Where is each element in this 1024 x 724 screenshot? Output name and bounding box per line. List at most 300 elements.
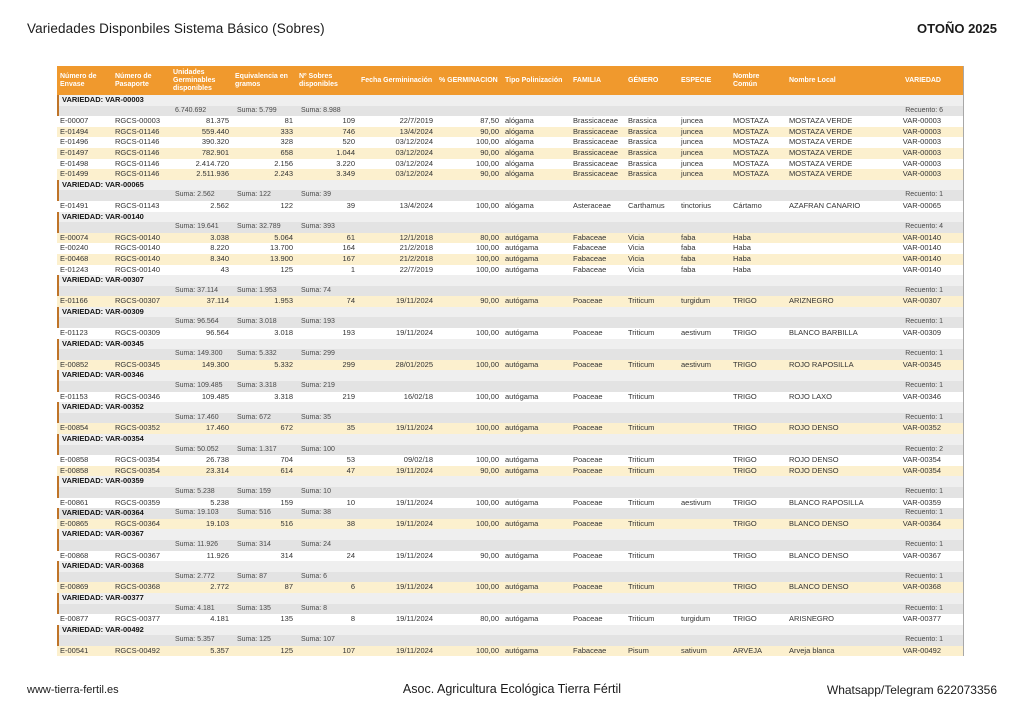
data-row [57,137,963,148]
cell: VAR-00492 [902,645,941,655]
cell [732,487,788,498]
cell [627,286,680,297]
cell: 12/1/2018 [399,232,433,242]
cell: RGCS-00359 [115,497,161,507]
cell: Suma: 109.485 [175,382,223,390]
group-label: VARIEDAD: VAR-00309 [62,306,144,316]
cell: E-00854 [60,423,89,433]
group-label: VARIEDAD: VAR-00377 [62,592,144,602]
cell: 22/7/2019 [399,264,433,274]
cell: Recuento: 1 [905,509,943,517]
cell: 87 [284,582,293,592]
cell [678,582,730,593]
cell [360,286,438,297]
cell [732,604,788,615]
cell [572,190,627,201]
cell: RGCS-00377 [115,614,161,624]
cell: E-01497 [60,147,89,157]
cell: Suma: 1.317 [237,445,277,453]
cell: MOSTAZA [733,116,769,126]
data-row [57,455,963,466]
data-row [57,148,963,159]
cell [732,508,788,519]
cell [788,540,882,551]
cell [59,540,114,551]
group-label: VARIEDAD: VAR-00003 [62,95,144,104]
report-footer [0,682,1024,702]
cell: RGCS-00003 [115,116,161,126]
cell [732,349,788,360]
group-label-row [57,625,963,636]
cell: VAR-00359 [902,497,941,507]
cell [360,190,438,201]
cell: autógama [505,614,539,624]
cell: 53 [346,455,355,465]
group-label: VARIEDAD: VAR-00492 [62,624,144,634]
cell: Triticum [628,465,655,475]
group-label-row [57,402,963,413]
cell [504,222,572,233]
cell: autógama [505,264,539,274]
data-row [57,498,963,509]
column-header: Equivalencia en gramos [235,72,288,88]
cell: 1.953 [274,296,293,306]
cell: 5.357 [210,645,229,655]
cell [678,392,730,403]
cell: RGCS-01143 [115,200,160,210]
cell: autógama [505,455,539,465]
cell: Suma: 32.789 [237,223,281,231]
cell [59,349,114,360]
cell: 19/11/2024 [396,423,433,433]
data-row [57,296,963,307]
cell: VAR-00140 [902,232,941,242]
cell [680,445,732,456]
cell: autógama [505,232,539,242]
cell: Poaceae [573,359,603,369]
cell: MOSTAZA VERDE [789,147,853,157]
cell: juncea [681,158,704,168]
cell: alógama [505,200,534,210]
cell [627,413,680,424]
cell [627,349,680,360]
data-row [57,127,963,138]
cell: 125 [280,645,293,655]
cell: Suma: 39 [301,191,331,199]
cell [627,572,680,583]
cell: ARIZNEGRO [789,296,834,306]
cell: Poaceae [573,582,603,592]
cell: 03/12/2024 [395,158,433,168]
cell [360,413,438,424]
cell [438,604,504,615]
column-header: % GERMINACION [439,76,498,84]
cell [786,254,880,265]
cell: 19/11/2024 [396,497,433,507]
cell [438,286,504,297]
cell: 100,00 [476,328,499,338]
cell: RGCS-00368 [115,582,161,592]
cell: RGCS-01146 [115,137,160,147]
cell: 135 [280,614,293,624]
cell: E-01123 [60,328,88,338]
cell: juncea [681,116,704,126]
group-label-row [57,476,963,487]
cell: Triticum [628,518,655,528]
cell: VAR-00003 [902,137,941,147]
cell: VAR-00309 [902,328,941,338]
cell: VAR-00065 [902,200,941,210]
cell [680,317,732,328]
cell: 782.901 [201,147,229,157]
cell [678,551,730,562]
cell: MOSTAZA VERDE [789,158,853,168]
cell: RGCS-01146 [115,158,160,168]
cell: 19/11/2024 [396,582,433,592]
cell: 122 [280,200,293,210]
cell: BLANCO RAPOSILLA [789,497,864,507]
data-row [57,243,963,254]
cell: 1.044 [336,147,355,157]
cell: 167 [342,253,355,263]
cell: 24 [346,550,355,560]
cell [732,445,788,456]
data-row [57,116,963,127]
cell [438,317,504,328]
cell [114,487,172,498]
group-label: VARIEDAD: VAR-00346 [62,370,144,380]
cell: E-01499 [60,169,89,179]
cell: 19/11/2024 [396,614,433,624]
cell: RGCS-00354 [115,465,161,475]
cell [438,572,504,583]
cell: alógama [505,116,534,126]
group-summary-row [57,635,963,646]
cell [572,508,627,519]
cell: Triticum [628,497,655,507]
cell: 90,00 [480,169,499,179]
cell: Recuento: 1 [905,191,943,199]
cell [627,190,680,201]
cell: Suma: 17.460 [175,413,219,421]
cell: 74 [346,296,355,306]
cell [680,540,732,551]
cell: Vicia [628,264,645,274]
cell: 159 [280,497,293,507]
cell: Recuento: 1 [905,636,943,644]
column-header: Nombre Común [733,72,760,88]
cell [59,445,114,456]
cell: Suma: 2.562 [175,191,215,199]
cell [788,604,882,615]
cell [59,286,114,297]
cell: autógama [505,518,539,528]
cell: Recuento: 1 [905,382,943,390]
cell: Suma: 10 [301,487,331,495]
cell [114,540,172,551]
group-summary-row [57,604,963,615]
cell [360,487,438,498]
cell: E-00074 [60,232,89,242]
cell [788,413,882,424]
cell [360,445,438,456]
cell: alógama [505,169,534,179]
cell [114,317,172,328]
cell: ARVEJA [733,645,763,655]
cell: E-01494 [60,126,89,136]
cell: 39 [346,200,355,210]
data-row [57,265,963,276]
cell: MOSTAZA VERDE [789,137,853,147]
cell: RGCS-00140 [115,264,161,274]
cell [438,487,504,498]
cell: ROJO RAPOSILLA [789,359,854,369]
cell [732,635,788,646]
column-header: Tipo Polinización [505,76,563,84]
cell: 2.243 [274,169,293,179]
cell: 03/12/2024 [395,169,433,179]
cell [572,604,627,615]
cell: Vicia [628,253,645,263]
cell: BLANCO DENSO [789,582,849,592]
cell: autógama [505,359,539,369]
cell: Triticum [628,423,655,433]
cell [360,604,438,615]
cell [572,540,627,551]
cell: 299 [342,359,355,369]
cell: E-00868 [60,550,89,560]
cell: 5.332 [274,359,293,369]
group-label: VARIEDAD: VAR-00359 [62,476,144,486]
cell: Recuento: 1 [905,286,943,294]
cell: 37.114 [206,296,229,306]
data-row [57,519,963,530]
column-header: VARIEDAD [904,76,941,84]
cell: RGCS-01146 [115,126,160,136]
group-label-row [57,339,963,350]
cell: Carthamus [628,200,665,210]
cell [59,487,114,498]
cell: Brassica [628,169,657,179]
column-header: ESPECIE [681,76,712,84]
cell: VAR-00307 [902,296,941,306]
cell: 125 [280,264,293,274]
cell: 219 [342,391,355,401]
cell: Fabaceae [573,232,607,242]
cell [627,445,680,456]
group-label: VARIEDAD: VAR-00354 [62,434,144,443]
cell: AZAFRAN CANARIO [789,200,861,210]
cell: 13.900 [270,253,293,263]
cell: 3.220 [336,158,355,168]
cell: 19/11/2024 [396,645,433,655]
cell [680,106,732,117]
column-header: Número de Envase [60,72,97,88]
cell: TRIGO [733,582,757,592]
cell: Suma: 5.332 [237,350,277,358]
cell: juncea [681,169,704,179]
cell: Suma: 107 [301,636,335,644]
cell: ARISNEGRO [789,614,835,624]
cell [732,286,788,297]
cell: VAR-00377 [902,614,941,624]
group-label: VARIEDAD: VAR-00345 [62,338,144,348]
cell [732,381,788,392]
cell [788,317,882,328]
cell: 90,00 [480,147,499,157]
cell: 16/02/18 [403,391,433,401]
cell: TRIGO [733,614,757,624]
group-label-row [57,180,963,191]
cell: 19/11/2024 [396,550,433,560]
cell [504,445,572,456]
cell [627,106,680,117]
column-header: GÉNERO [628,76,659,84]
cell: Suma: 159 [237,487,271,495]
cell: 13/4/2024 [399,200,433,210]
cell: RGCS-00140 [115,232,161,242]
cell [572,317,627,328]
cell: E-00468 [60,253,89,263]
season-label: OTOÑO 2025 [917,21,997,36]
cell: RGCS-00367 [115,550,161,560]
cell [504,604,572,615]
cell: Suma: 50.052 [175,445,219,453]
cell [438,381,504,392]
cell: 17.460 [206,423,229,433]
cell: VAR-00354 [902,455,941,465]
cell: 3.318 [274,391,293,401]
group-label: VARIEDAD: VAR-00352 [62,402,144,412]
cell: RGCS-00352 [115,423,161,433]
cell: Brassicaceae [573,169,619,179]
cell [504,487,572,498]
cell: E-00858 [60,455,89,465]
cell: faba [681,243,696,253]
cell: TRIGO [733,296,757,306]
cell: Fabaceae [573,243,607,253]
cell: 2.772 [210,582,229,592]
cell [786,265,880,276]
cell [438,222,504,233]
cell [504,349,572,360]
cell [678,455,730,466]
group-label-row [57,593,963,604]
cell: E-01243 [60,264,89,274]
cell: ROJO DENSO [789,465,839,475]
cell [788,508,882,519]
cell: RGCS-00309 [115,328,161,338]
data-row [57,360,963,371]
cell: aestivum [681,359,712,369]
cell: RGCS-00345 [115,359,161,369]
cell: RGCS-00492 [115,645,161,655]
cell: MOSTAZA [733,169,769,179]
cell: BLANCO DENSO [789,550,849,560]
footer-contact: Whatsapp/Telegram 622073356 [826,683,997,697]
cell [114,635,172,646]
cell [572,381,627,392]
group-label-row [57,275,963,286]
cell: Suma: 5.357 [175,636,215,644]
cell [59,572,114,583]
group-label-row [57,212,963,223]
varieties-table [57,66,964,656]
cell [438,508,504,519]
cell: 90,00 [480,126,499,136]
cell: Triticum [628,391,655,401]
cell: ROJO DENSO [789,455,839,465]
cell: RGCS-00364 [115,518,161,528]
cell: Brassicaceae [573,137,619,147]
cell: VAR-00003 [902,126,941,136]
cell: sativum [681,645,707,655]
cell [627,222,680,233]
cell: 19/11/2024 [396,518,433,528]
cell: Suma: 3.318 [237,382,277,390]
cell [572,413,627,424]
cell: 26.738 [206,455,229,465]
cell: 03/12/2024 [395,147,433,157]
cell: Brassicaceae [573,116,619,126]
cell: VAR-00352 [902,423,941,433]
cell: 90,00 [480,550,499,560]
cell: Poaceae [573,328,603,338]
cell: 109.485 [201,391,229,401]
cell [572,487,627,498]
cell: 672 [280,423,293,433]
cell: Suma: 19.103 [175,509,219,517]
cell: Suma: 38 [301,509,331,517]
cell [680,286,732,297]
cell: ROJO DENSO [789,423,839,433]
column-header: Número de Pasaporte [115,72,152,88]
cell: Poaceae [573,518,603,528]
cell [114,106,172,117]
cell: Suma: 672 [237,413,271,421]
cell: VAR-00003 [902,158,941,168]
cell: 81.375 [206,116,229,126]
cell [572,222,627,233]
cell [678,423,730,434]
cell [788,190,882,201]
cell: 1 [350,264,355,274]
cell [572,286,627,297]
group-label: VARIEDAD: VAR-00140 [62,211,144,221]
cell [627,381,680,392]
cell: Suma: 96.564 [175,318,219,326]
cell: Poaceae [573,497,603,507]
cell [114,572,172,583]
cell: autógama [505,296,539,306]
cell: VAR-00345 [902,359,941,369]
cell: 19.103 [206,518,229,528]
cell: alógama [505,126,534,136]
cell [59,222,114,233]
cell: 3.018 [274,328,293,338]
cell: Brassica [628,137,657,147]
cell: Recuento: 1 [905,318,943,326]
cell: 47 [346,465,355,475]
cell: Vicia [628,243,645,253]
cell: E-00240 [60,243,89,253]
cell: Suma: 3.018 [237,318,277,326]
cell: TRIGO [733,328,757,338]
cell [786,233,880,244]
cell: Suma: 35 [301,413,331,421]
cell: 19/11/2024 [396,296,433,306]
cell [504,381,572,392]
